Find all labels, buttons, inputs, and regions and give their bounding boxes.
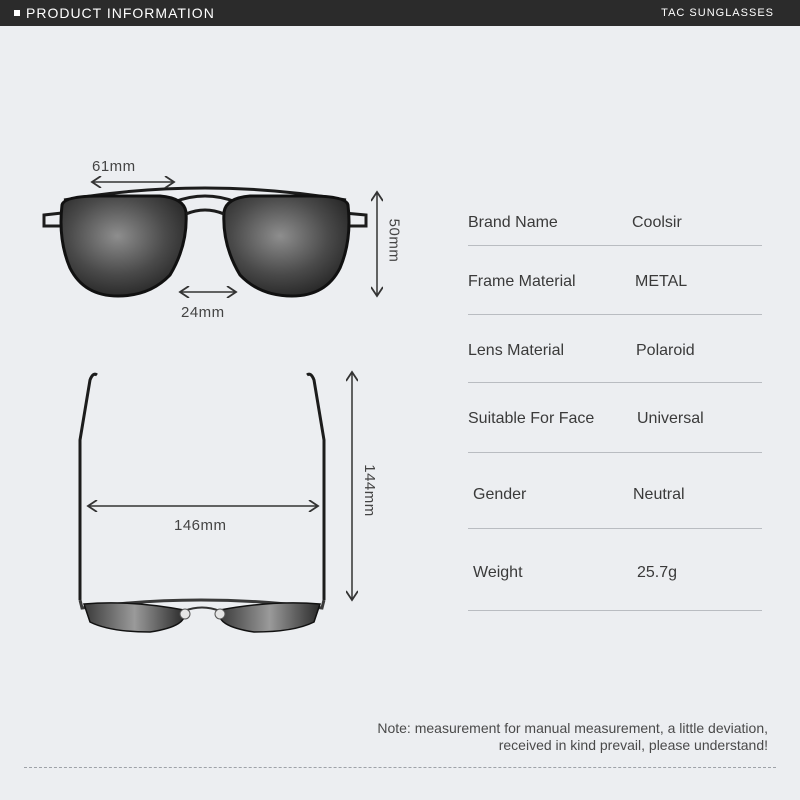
brand-label: TAC SUNGLASSES	[661, 7, 774, 19]
spec-label: Gender	[473, 486, 527, 503]
top-view-glasses	[80, 374, 324, 632]
lens-width-label: 61mm	[92, 158, 136, 175]
spec-label: Frame Material	[468, 273, 576, 290]
spec-value: Polaroid	[636, 342, 695, 359]
measurement-note	[377, 720, 768, 754]
spec-label: Weight	[473, 564, 523, 581]
spec-row-gender	[473, 486, 767, 506]
note-line-1: Note: measurement for manual measurement, a little deviation,	[377, 720, 768, 736]
spec-divider	[468, 245, 762, 246]
spec-value: 25.7g	[637, 564, 678, 581]
lens-height-label: 50mm	[385, 218, 403, 263]
spec-row-face	[468, 410, 762, 430]
spec-value: METAL	[635, 273, 688, 290]
spec-divider	[468, 610, 762, 611]
spec-row-frame-material	[468, 273, 762, 293]
spec-row-brand	[468, 214, 762, 234]
spec-label: Lens Material	[468, 342, 565, 359]
spec-divider	[468, 528, 762, 529]
spec-value: Coolsir	[632, 214, 682, 231]
temple-length-label: 144mm	[360, 464, 378, 517]
bridge-width-label: 24mm	[181, 304, 225, 321]
note-line-2: received in kind prevail, please understand!	[498, 737, 768, 753]
page-title-text: PRODUCT INFORMATION	[26, 5, 215, 21]
spec-divider	[468, 314, 762, 315]
spec-row-lens-material	[468, 342, 762, 362]
spec-value: Universal	[637, 410, 704, 427]
note-divider	[24, 767, 776, 768]
spec-label: Suitable For Face	[468, 410, 595, 427]
frame-width-label: 146mm	[174, 517, 227, 534]
spec-row-weight	[473, 564, 767, 584]
spec-value: Neutral	[633, 486, 685, 503]
front-view-glasses	[44, 188, 366, 296]
spec-divider	[468, 452, 762, 453]
spec-label: Brand Name	[468, 214, 558, 231]
spec-divider	[468, 382, 762, 383]
